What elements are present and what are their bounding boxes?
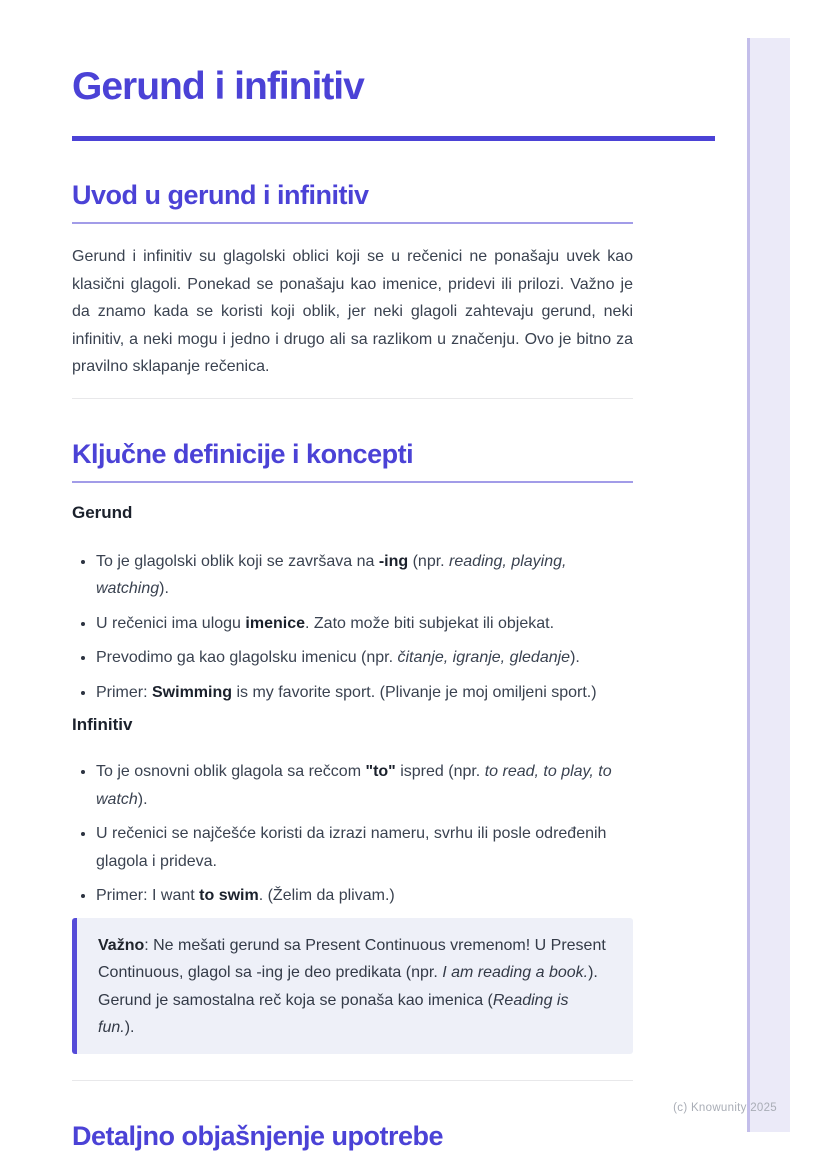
gerund-bullet-list <box>72 548 633 707</box>
section-divider <box>72 398 633 399</box>
document-title: Gerund i infinitiv <box>72 65 364 108</box>
text-segment: is my favorite sport. (Plivanje je moj omiljeni sport.) <box>232 683 597 701</box>
text-segment: Važno <box>98 936 145 954</box>
text-segment: "to" <box>365 763 396 780</box>
subheading-gerund: Gerund <box>72 502 133 522</box>
text-segment: -ing <box>378 552 409 570</box>
subheading-infinitiv: Infinitiv <box>72 715 133 734</box>
text-segment: ). <box>137 790 148 808</box>
text-segment: . Zato može biti subjekat ili objekat. <box>305 614 555 632</box>
bullet-item <box>96 882 633 910</box>
text-segment: : Ne mešati gerund sa Present Continuous vremenom! U Present Continuous, glagol sa -ing je deo predikata (npr. <box>98 936 606 981</box>
bullet-item <box>96 548 633 603</box>
text-segment: Prevodimo ga kao glagolsku imenicu (npr. <box>96 649 398 666</box>
infinitiv-bullet-list <box>72 758 633 910</box>
copyright-watermark: (c) Knowunity 2025 <box>673 1102 777 1114</box>
text-segment: to swim <box>199 887 259 904</box>
text-segment: ). <box>124 1019 135 1036</box>
text-segment: ). <box>159 580 169 597</box>
section-heading-detail: Detaljno objašnjenje upotrebe <box>72 1120 444 1151</box>
callout-text <box>98 932 609 1042</box>
section-heading-intro: Uvod u gerund i infinitiv <box>72 178 633 224</box>
title-rule <box>72 136 715 141</box>
text-segment: Primer: <box>96 683 152 701</box>
text-segment: ispred (npr. <box>395 763 485 780</box>
intro-paragraph <box>72 243 633 381</box>
text-segment: Swimming <box>152 683 233 701</box>
text-segment: čitanje, igranje, gledanje <box>397 649 571 666</box>
text-segment: imenice <box>245 614 305 632</box>
side-strip-decoration <box>747 38 790 1132</box>
text-segment: Reading is fun. <box>98 991 569 1036</box>
section-divider <box>72 1080 633 1081</box>
text-segment: ). <box>570 649 580 666</box>
text-segment: . (Želim da plivam.) <box>258 887 395 904</box>
text-segment: To je glagolski oblik koji se završava na <box>96 552 379 570</box>
bullet-item <box>96 679 633 707</box>
document-content <box>72 0 633 1153</box>
text-segment: Gerund i infinitiv su glagolski oblici koji se u rečenici ne ponašaju uvek kao klasični glagoli. Ponekad se ponašaju kao imenice, pridevi ili prilozi. Važno je da znamo kada se koristi koji oblik, jer neki glagoli zahtevaju gerund, neki infinitiv, a neki mogu i jedno i drugo ali sa razlikom u značenju. Ovo je bitno za pravilno sklapanje rečenica. <box>72 248 633 375</box>
bullet-item <box>96 758 633 813</box>
text-segment: U rečenici ima ulogu <box>96 614 246 632</box>
text-segment: to read, to play, to watch <box>96 763 612 808</box>
text-segment: To je osnovni oblik glagola sa rečcom <box>96 763 366 780</box>
section-intro <box>72 178 633 381</box>
text-segment: ). Gerund je samostalna reč koja se ponaša kao imenica ( <box>98 964 598 1009</box>
text-segment: reading, playing, watching <box>96 552 567 597</box>
text-segment: U rečenici se najčešće koristi da izrazi nameru, svrhu ili posle određenih glagola i prideva. <box>96 825 607 870</box>
bullet-item <box>96 644 633 672</box>
section-heading-definitions: Ključne definicije i koncepti <box>72 437 633 483</box>
important-callout <box>72 918 633 1054</box>
section-detail <box>72 1119 633 1153</box>
text-segment: Primer: I want <box>96 887 200 904</box>
text-segment: (npr. <box>408 552 450 570</box>
bullet-item <box>96 820 633 875</box>
section-definitions <box>72 437 633 1054</box>
text-segment: I am reading a book. <box>442 964 589 981</box>
bullet-item <box>96 610 633 638</box>
